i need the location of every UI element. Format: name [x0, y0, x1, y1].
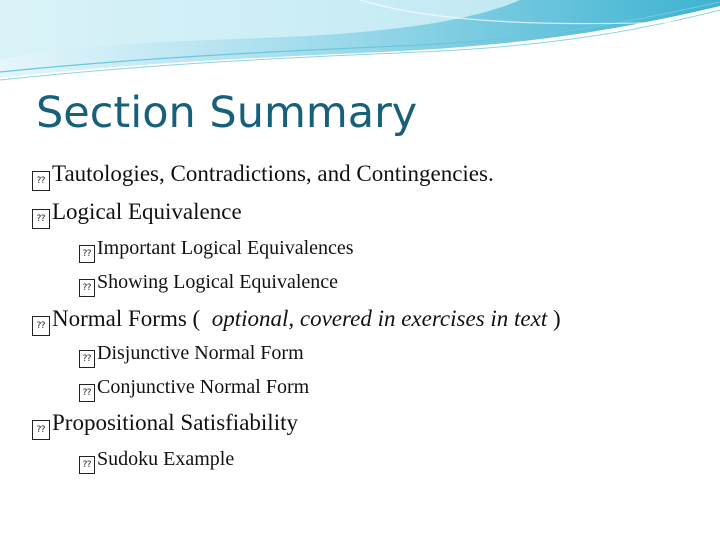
- missing-glyph-box-icon: ⁇: [32, 171, 50, 191]
- bullet-text: Conjunctive Normal Form: [97, 376, 310, 398]
- missing-glyph-box-icon: ⁇: [79, 245, 95, 263]
- header-wave-decoration: [0, 0, 720, 90]
- bullet-text: Propositional Satisfiability: [52, 410, 298, 435]
- subbullet-sudoku: [32, 442, 692, 476]
- bullet-tautologies: [32, 155, 692, 193]
- bullet-text: Normal Forms (: [52, 306, 201, 331]
- missing-glyph-box-icon: ⁇: [79, 350, 95, 368]
- missing-glyph-box-icon: ⁇: [32, 420, 50, 440]
- bullet-text: Sudoku Example: [97, 448, 235, 470]
- subbullet-cnf: [32, 370, 692, 404]
- bullet-text: Showing Logical Equivalence: [97, 271, 339, 293]
- missing-glyph-box-icon: ⁇: [32, 209, 50, 229]
- bullet-logical-equivalence: [32, 193, 692, 231]
- missing-glyph-box-icon: ⁇: [79, 384, 95, 402]
- missing-glyph-box-icon: ⁇: [79, 456, 95, 474]
- bullet-list: [32, 155, 692, 476]
- missing-glyph-box-icon: ⁇: [32, 316, 50, 336]
- bullet-satisfiability: [32, 404, 692, 442]
- subbullet-showing-equivalence: [32, 265, 692, 299]
- bullet-text: Logical Equivalence: [52, 199, 242, 224]
- bullet-text: Disjunctive Normal Form: [97, 342, 304, 364]
- missing-glyph-box-icon: ⁇: [79, 279, 95, 297]
- bullet-text: Important Logical Equivalences: [97, 237, 354, 259]
- bullet-normal-forms: [32, 303, 692, 336]
- bullet-italic-note: optional, covered in exercises in text: [211, 306, 548, 331]
- subbullet-important-equivalences: [32, 231, 692, 265]
- bullet-text: Tautologies, Contradictions, and Contingencies.: [52, 161, 494, 186]
- subbullet-dnf: [32, 336, 692, 370]
- slide-title: Section Summary: [36, 88, 418, 138]
- bullet-close-paren: ): [552, 306, 561, 331]
